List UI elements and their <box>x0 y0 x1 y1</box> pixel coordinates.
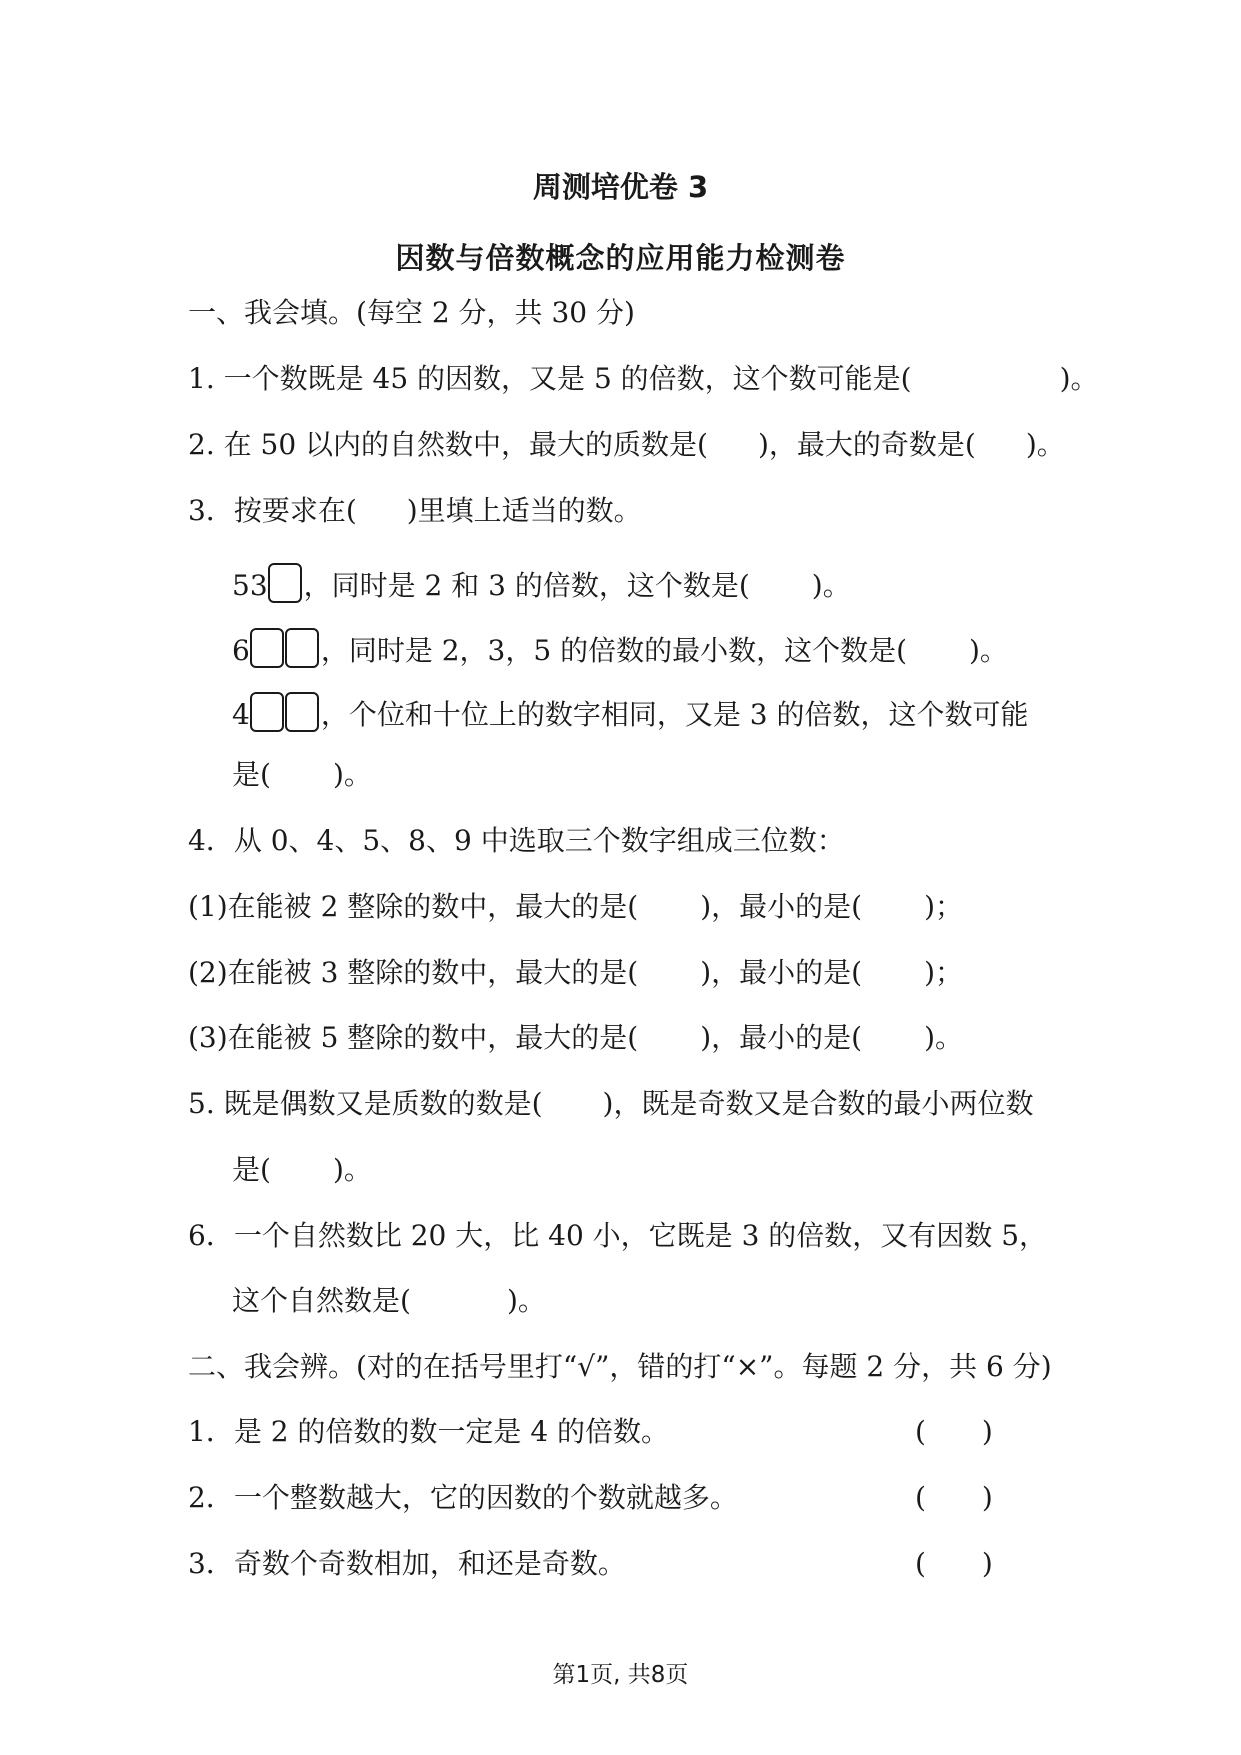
q2-text-a: 2. 在 50 以内的自然数中，最大的质数是( <box>188 428 708 461</box>
question-4: 4．从 0、4、5、8、9 中选取三个数字组成三位数： <box>188 824 845 857</box>
question-6: 6．一个自然数比 20 大，比 40 小，它既是 3 的倍数，又有因数 5， <box>188 1219 1048 1252</box>
question-5-cont <box>232 1153 372 1187</box>
digit-box[interactable] <box>268 563 302 603</box>
question-2 <box>188 428 1065 462</box>
q1-text: 1. 一个数既是 45 的因数，又是 5 的倍数，这个数可能是( <box>188 362 912 395</box>
q3-text-b: )里填上适当的数。 <box>406 494 642 527</box>
q3c-prefix: 4 <box>232 698 250 731</box>
q4-2-end: )； <box>924 956 963 989</box>
q3a-end: )。 <box>811 569 851 602</box>
page-subtitle: 因数与倍数概念的应用能力检测卷 <box>395 241 846 275</box>
question-4-1 <box>188 890 963 924</box>
judge-item-3: 3．奇数个奇数相加，和还是奇数。 <box>188 1547 626 1580</box>
question-3b <box>232 628 1008 668</box>
q3c2-end: )。 <box>332 758 372 791</box>
q5-text-b: )，既是奇数又是合数的最小两位数 <box>602 1087 1034 1120</box>
q3b-prefix: 6 <box>232 634 250 667</box>
q3a-text: ，同时是 2 和 3 的倍数，这个数是( <box>303 569 750 602</box>
q3c2-text: 是( <box>232 758 271 791</box>
judge-paren-2[interactable]: ( ) <box>915 1481 993 1514</box>
question-5 <box>188 1087 1033 1121</box>
q6b-text: 这个自然数是( <box>232 1284 411 1317</box>
question-4-2 <box>188 956 963 990</box>
digit-box[interactable] <box>250 692 284 732</box>
q6b-end: )。 <box>506 1284 546 1317</box>
page-title: 周测培优卷 3 <box>532 170 709 204</box>
judge-item-2: 2．一个整数越大，它的因数的个数就越多。 <box>188 1481 738 1514</box>
q5-text-a: 5. 既是偶数又是质数的数是( <box>188 1087 543 1120</box>
question-3 <box>188 494 642 528</box>
page-footer: 第1页, 共8页 <box>552 1662 689 1688</box>
q3b-text: ，同时是 2，3，5 的倍数的最小数，这个数是( <box>320 634 907 667</box>
q3a-prefix: 53 <box>232 569 268 602</box>
section2-heading: 二、我会辨。(对的在括号里打“√”，错的打“×”。每题 2 分，共 6 分) <box>188 1350 1052 1383</box>
q4-1-text-b: )，最小的是( <box>700 890 863 923</box>
judge-paren-3[interactable]: ( ) <box>915 1547 993 1580</box>
digit-box[interactable] <box>250 628 284 668</box>
digit-box[interactable] <box>285 628 319 668</box>
q4-3-text-b: )，最小的是( <box>700 1021 863 1054</box>
q4-3-text-a: (3)在能被 5 整除的数中，最大的是( <box>188 1021 639 1054</box>
q3-text-a: 3．按要求在( <box>188 494 357 527</box>
q4-1-end: )； <box>924 890 963 923</box>
q2-end: )。 <box>1025 428 1065 461</box>
q3b-end: )。 <box>969 634 1008 667</box>
q5b-text: 是( <box>232 1153 271 1186</box>
q4-2-text-b: )，最小的是( <box>700 956 863 989</box>
q3c-text: ，个位和十位上的数字相同，又是 3 的倍数，这个数可能 <box>320 698 1029 731</box>
q2-text-b: )，最大的奇数是( <box>757 428 976 461</box>
question-3c-cont <box>232 758 372 792</box>
q4-3-end: )。 <box>924 1021 963 1054</box>
digit-box[interactable] <box>285 692 319 732</box>
q4-1-text-a: (1)在能被 2 整除的数中，最大的是( <box>188 890 639 923</box>
q1-end: )。 <box>1059 362 1099 395</box>
question-6-cont <box>232 1284 546 1318</box>
q4-2-text-a: (2)在能被 3 整除的数中，最大的是( <box>188 956 639 989</box>
question-4-3 <box>188 1021 963 1055</box>
question-3a <box>232 563 851 603</box>
question-3c <box>232 692 1028 732</box>
q5b-end: )。 <box>332 1153 372 1186</box>
section1-heading: 一、我会填。(每空 2 分，共 30 分) <box>188 296 635 329</box>
judge-paren-1[interactable]: ( ) <box>915 1415 993 1448</box>
question-1 <box>188 362 1099 396</box>
judge-item-1: 1．是 2 的倍数的数一定是 4 的倍数。 <box>188 1415 670 1448</box>
